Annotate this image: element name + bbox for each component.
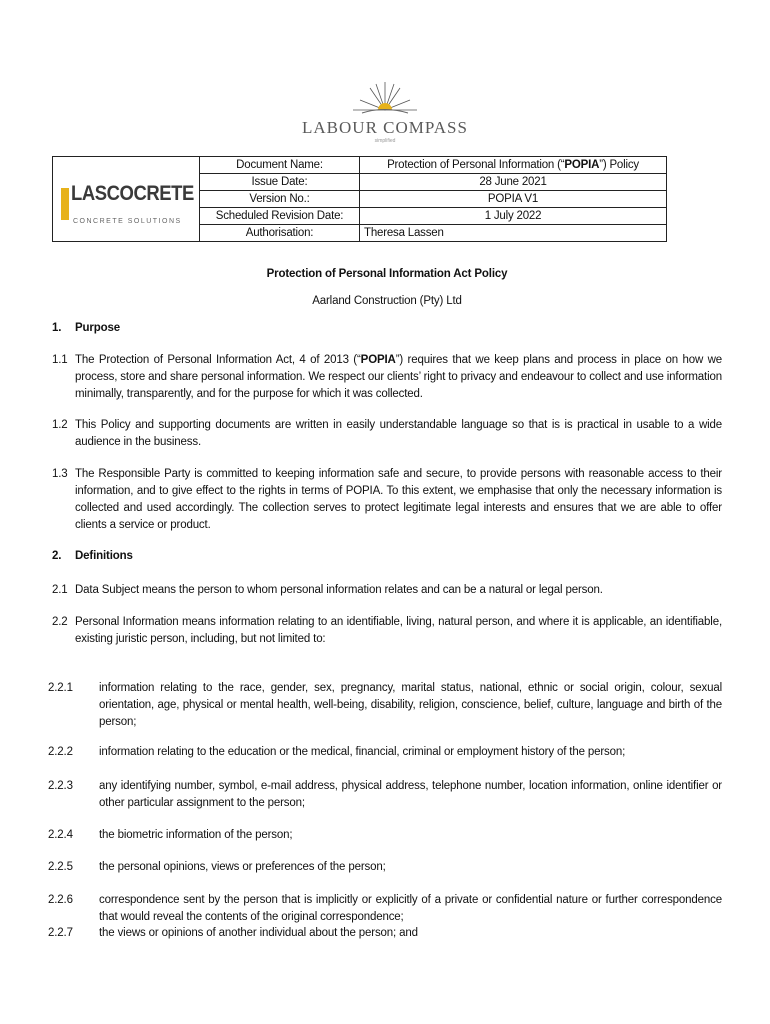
paragraph-number: 2.1 — [52, 584, 68, 596]
paragraph-1-3 — [52, 466, 722, 534]
meta-label: Document Name: — [200, 157, 360, 174]
text-pre: The Protection of Personal Information Act, 4 of 2013 (“ — [75, 354, 361, 366]
meta-value-document-name — [360, 157, 667, 174]
lascocrete-logo-cell — [53, 157, 200, 242]
paragraph-1-2 — [52, 417, 722, 451]
paragraph-2-1 — [52, 582, 722, 599]
paragraph-number: 2.2.4 — [48, 829, 73, 841]
section-title: Purpose — [75, 322, 120, 334]
labour-compass-logo — [280, 80, 490, 150]
paragraph-text: Data Subject means the person to whom personal information relates and can be a natural or legal person. — [75, 584, 603, 596]
meta-label: Authorisation: — [200, 225, 360, 242]
paragraph-2-2-2 — [48, 744, 722, 761]
paragraph-2-2-7 — [48, 925, 722, 942]
meta-label: Version No.: — [200, 191, 360, 208]
value-pre: Protection of Personal Information (“ — [387, 159, 565, 171]
text-post: ”) requires that we keep plans and process in place on how we process, store and share personal information. We respect our clients’ right to privacy and endeavour to collect and use information minimally, transparently, and for the purpose for which it was collected. — [75, 354, 722, 400]
paragraph-text — [75, 352, 722, 403]
meta-value-version: POPIA V1 — [360, 191, 667, 208]
paragraph-2-2-4 — [48, 827, 722, 844]
logo-accent-bar — [61, 188, 69, 220]
section-heading-purpose — [52, 320, 722, 337]
paragraph-text: the views or opinions of another individual about the person; and — [99, 927, 418, 939]
paragraph-number: 2.2 — [52, 616, 68, 628]
document-meta-table — [52, 156, 667, 242]
section-number: 2. — [52, 550, 62, 562]
lascocrete-name: LASCOCRETE — [71, 182, 194, 205]
paragraph-1-1 — [52, 352, 722, 403]
paragraph-number: 2.2.2 — [48, 746, 73, 758]
paragraph-text: the personal opinions, views or preferences of the person; — [99, 861, 386, 873]
paragraph-text: information relating to the education or the medical, financial, criminal or employment history of the person; — [99, 746, 626, 758]
brand-name: LABOUR COMPASS — [302, 118, 468, 137]
section-number: 1. — [52, 322, 62, 334]
paragraph-text: the biometric information of the person; — [99, 829, 293, 841]
paragraph-text: The Responsible Party is committed to keeping information safe and secure, to provide persons with reasonable access to their information, and to give effect to the rights in terms of POPIA. To this extent, we emphasise that only the necessary information is collected and used accordingly. The collection serves to protect legitimate legal interests and ensures that we are able to offer clients a service or product. — [75, 468, 722, 531]
paragraph-number: 2.2.1 — [48, 682, 73, 694]
paragraph-number: 1.3 — [52, 468, 68, 480]
meta-label: Scheduled Revision Date: — [200, 208, 360, 225]
compass-sun-icon — [348, 80, 422, 116]
paragraph-text: This Policy and supporting documents are written in easily understandable language so that is is practical in usable to a wide audience in the business. — [75, 419, 722, 448]
text-bold: POPIA — [360, 354, 396, 366]
meta-value-issue-date: 28 June 2021 — [360, 174, 667, 191]
paragraph-number: 2.2.6 — [48, 894, 73, 906]
lascocrete-subtitle: CONCRETE SOLUTIONS — [73, 218, 182, 225]
paragraph-number: 1.2 — [52, 419, 68, 431]
document-title: Protection of Personal Information Act Policy — [266, 268, 508, 280]
lascocrete-logo — [57, 164, 195, 234]
paragraph-number: 1.1 — [52, 354, 68, 366]
section-title: Definitions — [75, 550, 133, 562]
paragraph-2-2-3 — [48, 778, 722, 812]
paragraph-2-2 — [52, 614, 722, 648]
company-name: Aarland Construction (Pty) Ltd — [312, 295, 462, 307]
paragraph-text: any identifying number, symbol, e-mail address, physical address, telephone number, location information, online identifier or other particular assignment to the person; — [99, 780, 722, 809]
meta-value-revision-date: 1 July 2022 — [360, 208, 667, 225]
value-bold: POPIA — [564, 159, 600, 171]
paragraph-text: Personal Information means information relating to an identifiable, living, natural person, and where it is applicable, an identifiable, existing juristic person, including, but not limited to: — [75, 616, 722, 645]
paragraph-2-2-5 — [48, 859, 722, 876]
section-heading-definitions — [52, 548, 722, 565]
paragraph-text: correspondence sent by the person that is implicitly or explicitly of a private or confidential nature or further correspondence that would reveal the contents of the original correspondence; — [99, 894, 722, 923]
brand-tagline: simplified — [374, 138, 396, 144]
paragraph-2-2-6 — [48, 892, 722, 926]
value-post: ”) Policy — [599, 159, 639, 171]
paragraph-number: 2.2.7 — [48, 927, 73, 939]
paragraph-number: 2.2.3 — [48, 780, 73, 792]
paragraph-number: 2.2.5 — [48, 861, 73, 873]
paragraph-text: information relating to the race, gender, sex, pregnancy, marital status, national, ethnic or social origin, colour, sexual orientation, age, physical or mental health, well-being, disability, religion, conscience, belief, culture, language and birth of the person; — [99, 682, 722, 728]
paragraph-2-2-1 — [48, 680, 722, 731]
meta-label: Issue Date: — [200, 174, 360, 191]
meta-value-authorisation: Theresa Lassen — [360, 225, 667, 242]
